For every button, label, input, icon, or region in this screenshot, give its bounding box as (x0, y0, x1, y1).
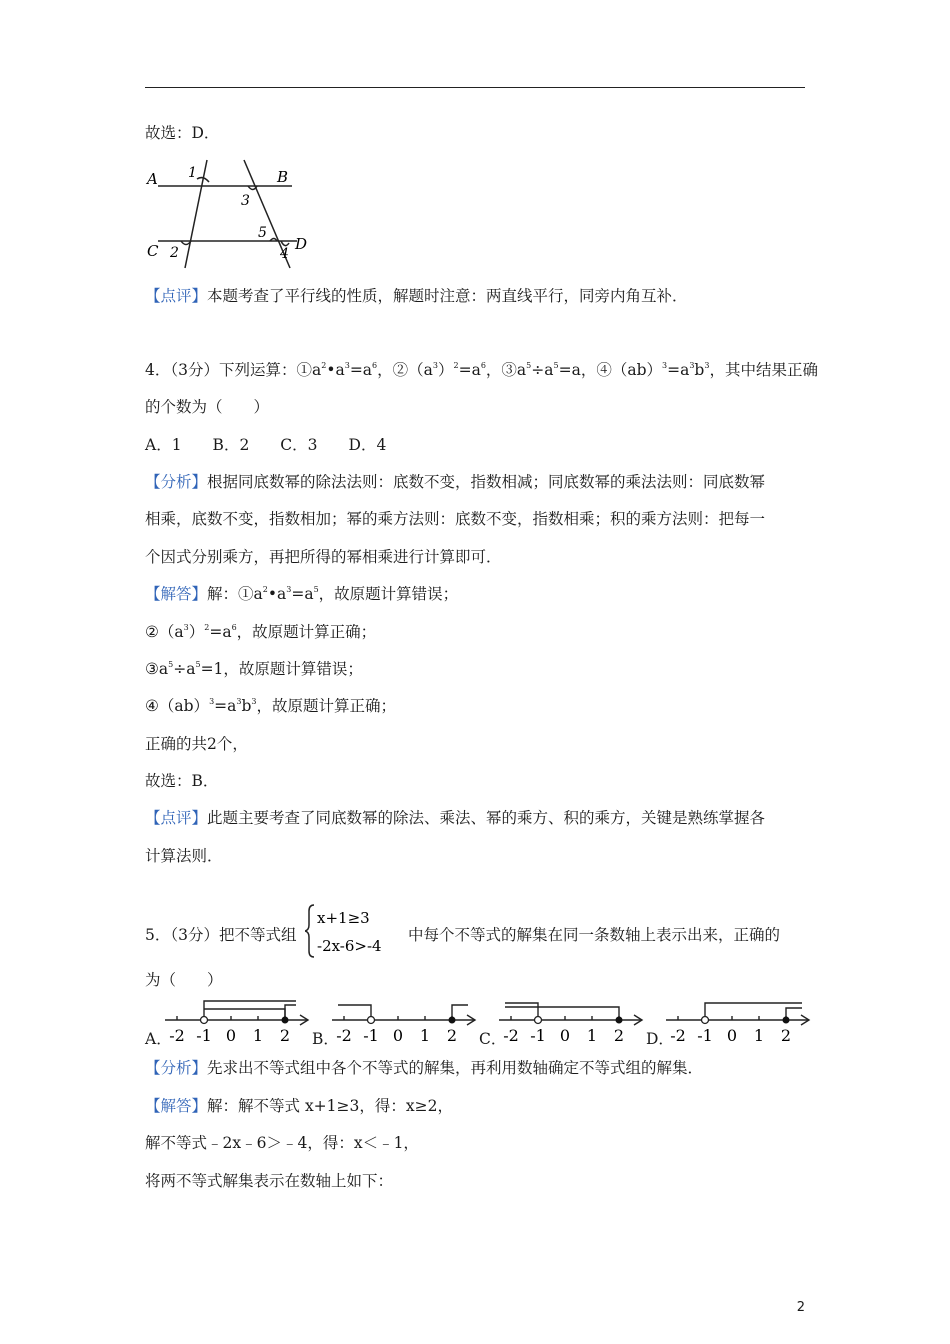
svg-text:1: 1 (753, 1026, 765, 1045)
question-4-stem: 4．（3分）下列运算：$①a^2•a^3=a^6$，$②(a^3)^2=a^6$，$③a^5\div a^5=a$，$④(ab)^3=a^3b^3$，其中结果正确 (145, 361, 818, 379)
fig-angle-1: 1 (188, 165, 197, 181)
svg-text:-1: -1 (363, 1026, 379, 1045)
page-number: 2 (796, 1300, 805, 1315)
inequality-1: x+1≥3 (317, 909, 370, 927)
comment-tag: 【点评】 (145, 809, 208, 827)
comment-q4-line2: 计算法则． (145, 847, 223, 865)
option-b-number-line (330, 995, 480, 1047)
svg-text:0: 0 (225, 1026, 237, 1045)
svg-text:-2: -2 (670, 1026, 686, 1045)
answer-tag: 【解答】 (145, 1097, 208, 1115)
comment-text: 本题考查了平行线的性质，解题时注意：两直线平行，同旁内角互补． (207, 287, 688, 305)
svg-text:-1: -1 (530, 1026, 546, 1045)
question-5-stem-line2: 为（ ） (145, 971, 223, 989)
header-rule (145, 87, 805, 88)
svg-text:-1: -1 (196, 1026, 212, 1045)
option-c-number-line (497, 995, 647, 1047)
option-a-label: A． (145, 1030, 172, 1048)
svg-text:2: 2 (780, 1026, 792, 1045)
answer-q4-line3: $③a^5\div a^5=1$，故原题计算错误； (145, 660, 363, 678)
question-5-suffix: 中每个不等式的解集在同一条数轴上表示出来，正确的 (408, 926, 781, 944)
option-c-label: C． (479, 1030, 507, 1048)
svg-text:0: 0 (559, 1026, 571, 1045)
answer-q4-line1: 【解答】解：$①a^2•a^3=a^5$，故原题计算错误； (145, 585, 459, 603)
svg-text:0: 0 (726, 1026, 738, 1045)
svg-text:2: 2 (613, 1026, 625, 1045)
svg-text:2: 2 (446, 1026, 458, 1045)
fig-label-C: C (147, 242, 159, 260)
analysis-q5: 【分析】先求出不等式组中各个不等式的解集，再利用数轴确定不等式组的解集． (145, 1059, 704, 1077)
fig-angle-4: 4 (280, 246, 289, 262)
fig-label-B: B (277, 168, 289, 186)
analysis-q4-line1: 【分析】根据同底数幂的除法法则：底数不变，指数相减；同底数幂的乘法法则：同底数幂 (145, 473, 766, 491)
analysis-q4-line3: 个因式分别乘方，再把所得的幂相乘进行计算即可． (145, 548, 502, 566)
answer-choice-text: 故选：D． (145, 124, 220, 142)
answer-q4-line2: $②(a^3)^2=a^6$，故原题计算正确； (145, 623, 377, 641)
question-4-options: A．1 B．2 C．3 D．4 (145, 436, 387, 454)
svg-text:-2: -2 (336, 1026, 352, 1045)
answer-tag: 【解答】 (145, 585, 208, 603)
analysis-q4-line2: 相乘，底数不变，指数相加；幂的乘方法则：底数不变，指数相乘；积的乘方法则：把每一 (145, 510, 766, 528)
svg-text:1: 1 (586, 1026, 598, 1045)
comment-tag: 【点评】 (145, 287, 208, 305)
fig-angle-3: 3 (241, 193, 250, 209)
inequality-system (305, 903, 415, 959)
fig-label-A: A (147, 170, 158, 188)
question-4-stem-line2: 的个数为（ ） (145, 398, 270, 416)
svg-text:-2: -2 (503, 1026, 519, 1045)
answer-q5-line1: 【解答】解：解不等式 x+1≥3，得：x≥2， (145, 1097, 453, 1115)
fig-angle-5: 5 (258, 225, 267, 241)
analysis-tag: 【分析】 (145, 1059, 208, 1077)
fig-label-D: D (295, 235, 308, 253)
fig-angle-2: 2 (170, 245, 179, 261)
inequality-2: -2x-6>-4 (317, 937, 382, 955)
question-5-prefix: 5．（3分）把不等式组 (145, 926, 297, 944)
option-a-number-line (163, 995, 313, 1047)
analysis-tag: 【分析】 (145, 473, 208, 491)
option-d-number-line (664, 995, 814, 1047)
answer-q5-line3: 将两不等式解集表示在数轴上如下： (145, 1172, 394, 1190)
answer-q4-line4: $④(ab)^3=a^3b^3$，故原题计算正确； (145, 697, 397, 715)
svg-text:-2: -2 (169, 1026, 185, 1045)
option-d-label: D． (646, 1030, 674, 1048)
answer-q4-line6: 故选：B． (145, 772, 219, 790)
svg-text:2: 2 (279, 1026, 291, 1045)
option-b-label: B． (312, 1030, 339, 1048)
svg-text:1: 1 (252, 1026, 264, 1045)
svg-text:-1: -1 (697, 1026, 713, 1045)
svg-text:0: 0 (392, 1026, 404, 1045)
comment-q3 (145, 286, 688, 306)
svg-text:1: 1 (419, 1026, 431, 1045)
parallel-lines-figure (145, 155, 315, 275)
answer-q5-line2: 解不等式﹣2x﹣6＞﹣4，得：x＜﹣1， (145, 1134, 419, 1152)
comment-q4-line1: 【点评】此题主要考查了同底数幂的除法、乘法、幂的乘方、积的乘方，关键是熟练掌握各 (145, 809, 766, 827)
answer-q4-line5: 正确的共2个， (145, 735, 248, 753)
